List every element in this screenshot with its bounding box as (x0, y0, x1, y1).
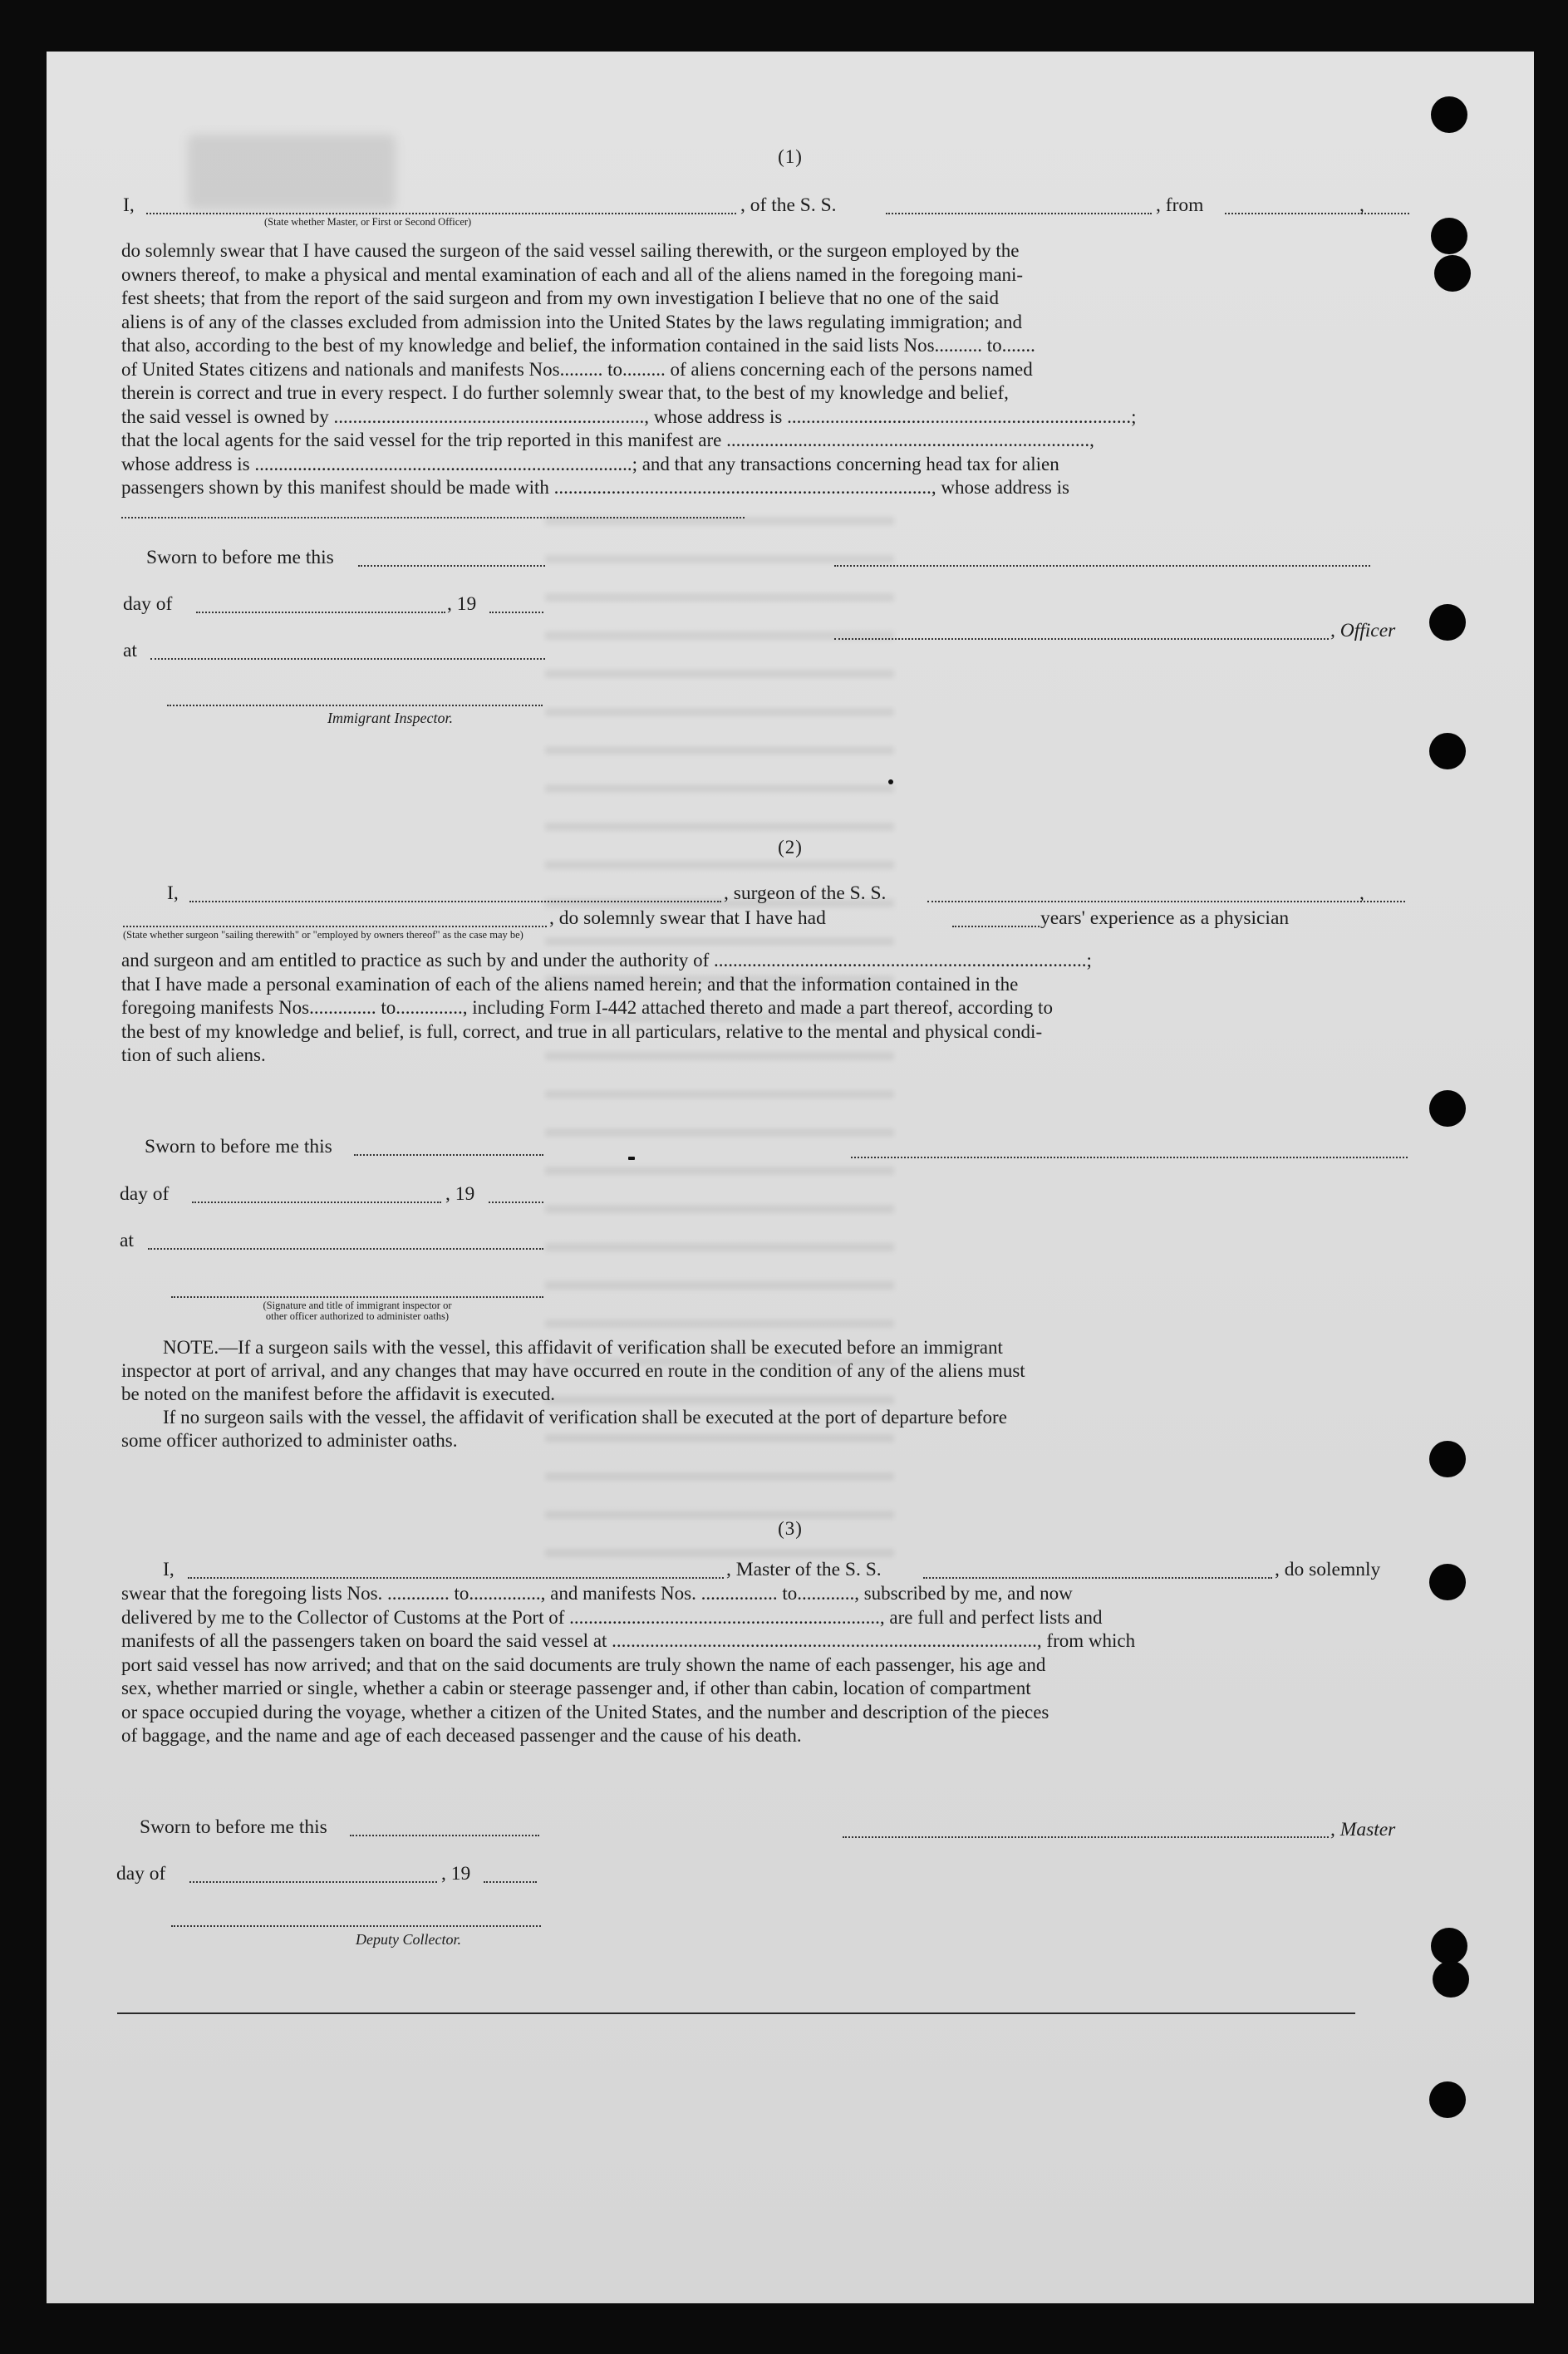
punch-hole (1429, 2081, 1466, 2118)
s3-oath-line: of baggage, and the name and age of each deceased passenger and the cause of his death. (121, 1725, 802, 1746)
s2-surgeon-name-field[interactable] (189, 901, 721, 902)
s3-vessel-field[interactable] (923, 1577, 1272, 1579)
s2-swear-label: , do solemnly swear that I have had (549, 907, 826, 929)
s2-note-line: be noted on the manifest before the affidavit is executed. (121, 1383, 555, 1404)
s1-oath-line: do solemnly swear that I have caused the surgeon of the said vessel sailing therewith, or the surgeon employed by the (121, 240, 1020, 261)
s3-oath-line: port said vessel has now arrived; and that on the said documents are truly shown the name of each passenger, his age and (121, 1654, 1046, 1675)
s3-sworn-label: Sworn to before me this (140, 1816, 327, 1838)
s3-oath-text (121, 1582, 1368, 1748)
ink-speck (888, 779, 893, 784)
s2-oath-line: the best of my knowledge and belief, is full, correct, and true in all particulars, relative to the mental and physical condi- (121, 1020, 1043, 1042)
s3-i-label: I, (163, 1559, 174, 1580)
s1-rank-field[interactable] (146, 213, 736, 214)
s2-oath-line: foregoing manifests Nos.............. to.............., including Form I-442 attached thereto and made a part thereof, according to (121, 997, 1053, 1018)
punch-hole (1433, 1961, 1469, 1998)
punch-hole (1431, 1928, 1467, 1964)
s1-rank-caption: (State whether Master, or First or Second Officer) (264, 216, 472, 228)
s2-day-of-field[interactable] (192, 1202, 441, 1203)
s1-of-ss-label: , of the S. S. (740, 194, 837, 216)
s1-officer-signature-field[interactable] (834, 565, 1370, 567)
s1-oath-line: that the local agents for the said vessel for the trip reported in this manifest are ............................................................................, (121, 430, 1094, 450)
s2-note-line: If no surgeon sails with the vessel, the affidavit of verification shall be executed at the port of departure before (163, 1407, 1007, 1428)
s1-day-of-field[interactable] (196, 612, 445, 613)
s2-status-field[interactable] (123, 926, 547, 927)
s1-i-label: I, (123, 194, 135, 216)
s2-at-label: at (120, 1230, 134, 1251)
s1-oath-line: of United States citizens and nationals and manifests Nos......... to......... of aliens concerning each of the persons named (121, 358, 1033, 380)
s3-sworn-date-field[interactable] (350, 1835, 539, 1836)
punch-hole (1429, 733, 1466, 769)
s3-master-of-label: , Master of the S. S. (726, 1559, 882, 1580)
form-page (47, 52, 1534, 2303)
s3-master-name-field[interactable] (188, 1577, 724, 1579)
s2-oath-text (121, 949, 1372, 1068)
punch-hole (1429, 604, 1466, 641)
s2-comma: , (1359, 882, 1364, 904)
section-3-number: (3) (778, 1518, 803, 1539)
punch-hole (1429, 1090, 1466, 1127)
s3-oath-line: swear that the foregoing lists Nos. ............. to..............., and manifests Nos. ................ to............, subscribed by me, and now (121, 1583, 1073, 1604)
s1-agent-address-field[interactable] (121, 517, 745, 518)
s1-oath-line: owners thereof, to make a physical and mental examination of each and all of the aliens named in the foregoing mani- (121, 263, 1024, 285)
s2-day-of-label: day of (120, 1183, 170, 1205)
s2-i-label: I, (167, 882, 179, 904)
s2-note-line: NOTE.—If a surgeon sails with the vessel, this affidavit of verification shall be executed before an immigrant (163, 1337, 1003, 1358)
s1-oath-text (121, 239, 1372, 500)
s1-from-label: , from (1156, 194, 1204, 216)
s1-oath-line: therein is correct and true in every respect. I do further solemnly swear that, to the best of my knowledge and belief, (121, 382, 1009, 403)
s1-year-field[interactable] (489, 612, 543, 613)
ink-speck (628, 1157, 635, 1160)
s3-deputy-label: Deputy Collector. (356, 1931, 461, 1948)
s2-signature-caption-1: (Signature and title of immigrant inspector or (263, 1300, 452, 1311)
s3-year-label: , 19 (441, 1863, 471, 1885)
section-1-number: (1) (778, 146, 803, 167)
s2-oath-line: that I have made a personal examination of each of the aliens named herein; and that the information contained in the (121, 973, 1019, 995)
s2-years-field[interactable] (952, 926, 1040, 927)
s2-surgeon-of-label: , surgeon of the S. S. (724, 882, 887, 904)
s3-day-of-field[interactable] (189, 1881, 437, 1883)
s3-oath-line: sex, whether married or single, whether a cabin or steerage passenger and, if other than cabin, location of compartment (121, 1678, 1031, 1698)
s1-oath-line: passengers shown by this manifest should be made with ..............................................................................., whose address is (121, 477, 1069, 498)
s2-years-label: years' experience as a physician (1040, 907, 1290, 929)
s2-year-field[interactable] (489, 1202, 543, 1203)
s1-year-label: , 19 (447, 593, 477, 615)
punch-hole (1429, 1441, 1466, 1477)
s2-oath-line: and surgeon and am entitled to practice as such by and under the authority of ..............................................................................; (121, 950, 1092, 971)
s1-oath-line: that also, according to the best of my knowledge and belief, the information contained in the said lists Nos.......... to....... (121, 335, 1035, 356)
punch-hole (1429, 1564, 1466, 1600)
section-2-number: (2) (778, 837, 803, 858)
s2-sworn-date-field[interactable] (354, 1154, 543, 1156)
s1-officer-label: , Officer (1330, 620, 1396, 641)
s1-vessel-field[interactable] (886, 213, 1152, 214)
s1-comma: , (1359, 194, 1364, 216)
s2-at-field[interactable] (148, 1248, 543, 1250)
s3-collector-signature-field[interactable] (171, 1925, 541, 1927)
s3-day-of-label: day of (116, 1863, 166, 1885)
page-bottom-rule (117, 2012, 1355, 2014)
s1-day-of-label: day of (123, 593, 173, 615)
s2-inspector-signature-field[interactable] (171, 1296, 543, 1298)
s1-sworn-date-field[interactable] (358, 565, 545, 567)
s3-year-field[interactable] (484, 1881, 537, 1883)
s3-oath-line: manifests of all the passengers taken on board the said vessel at ........................................................................................., from which (121, 1630, 1136, 1651)
s2-note-line: inspector at port of arrival, and any changes that may have occurred en route in the condition of any of the aliens must (121, 1360, 1025, 1381)
s2-surgeon-signature-field[interactable] (851, 1157, 1408, 1158)
s1-from-field[interactable] (1225, 213, 1409, 214)
s2-oath-line: tion of such aliens. (121, 1044, 266, 1065)
s3-master-signature-field[interactable] (843, 1836, 1329, 1838)
s1-at-label: at (123, 640, 137, 661)
punch-hole (1431, 218, 1467, 254)
s1-oath-line: the said vessel is owned by ................................................................., whose address is ........................................................................; (121, 405, 1137, 427)
s2-note-line: some officer authorized to administer oaths. (121, 1430, 458, 1451)
s1-at-field[interactable] (150, 658, 545, 660)
s3-solemnly-label: , do solemnly (1275, 1559, 1381, 1580)
s3-master-label: , Master (1330, 1819, 1396, 1840)
s1-oath-line: aliens is of any of the classes excluded from admission into the United States by the laws regulating immigration; and (121, 311, 1022, 332)
s2-status-caption: (State whether surgeon "sailing therewith" or "employed by owners thereof" as the case may be) (123, 929, 523, 941)
s1-oath-line: fest sheets; that from the report of the said surgeon and from my own investigation I believe that no one of the said (121, 287, 1000, 308)
s2-note (121, 1336, 1372, 1452)
s2-sworn-label: Sworn to before me this (145, 1136, 332, 1157)
s1-inspector-label: Immigrant Inspector. (327, 710, 453, 726)
s3-oath-line: delivered by me to the Collector of Customs at the Port of ................................................................., are full and perfect lists and (121, 1606, 1103, 1628)
s3-oath-line: or space occupied during the voyage, whether a citizen of the United States, and the number and description of the pieces (121, 1701, 1049, 1722)
punch-hole (1434, 255, 1471, 292)
s2-vessel-field[interactable] (927, 901, 1405, 902)
s1-oath-line: whose address is ...............................................................................; and that any transactions concerning head tax for alien (121, 453, 1059, 474)
s2-year-label: , 19 (445, 1183, 475, 1205)
s2-signature-caption-2: other officer authorized to administer oaths) (265, 1310, 450, 1322)
punch-hole (1431, 96, 1467, 133)
s1-inspector-signature-field[interactable] (167, 705, 543, 706)
s1-officer-title-field[interactable] (834, 638, 1329, 640)
s1-sworn-label: Sworn to before me this (146, 547, 334, 568)
